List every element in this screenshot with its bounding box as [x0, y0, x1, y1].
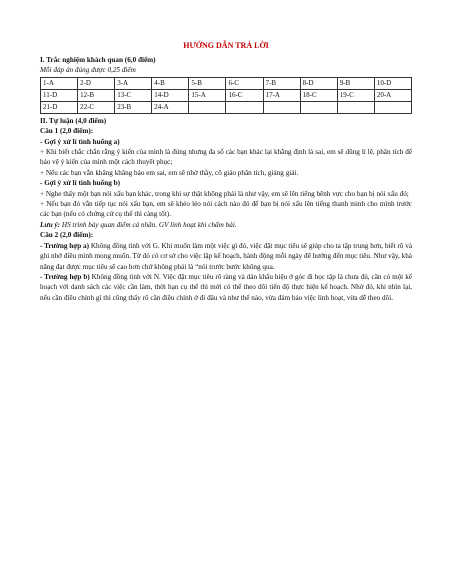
answer-row: [41, 101, 412, 113]
answer-cell: 12-B: [78, 89, 115, 101]
q2-case-a-label: - Trường hợp a): [40, 241, 90, 250]
answer-cell: 15-A: [189, 89, 226, 101]
answer-cell: 22-C: [78, 101, 115, 113]
answer-cell: 1-A: [41, 77, 78, 89]
answer-cell: [263, 101, 300, 113]
q1-note-text: HS trình bày quan điểm cá nhân. GV linh hoạt khi chấm bài.: [60, 220, 237, 229]
answer-cell: 5-B: [189, 77, 226, 89]
q1-heading: Câu 1 (2,0 điểm):: [40, 127, 94, 136]
part2-heading: II. Tự luận (4,0 điểm): [40, 116, 107, 125]
answer-cell: 24-A: [152, 101, 189, 113]
q1-a-point-1: + Khi biết chắc chắn rằng ý kiến của mình là đúng nhưng đa số các bạn khác lại khẳng định là sai, em sẽ dũng lí lẽ, phân tích để bảo vệ ý kiến của mình một cách thuyết phục;: [40, 148, 412, 167]
answer-cell: [300, 101, 337, 113]
answer-cell: 17-A: [263, 89, 300, 101]
q1-b-point-2: + Nếu bạn đó vẫn tiếp tục nói xấu bạn, em sẽ khéo léo nói cách nào đó để bạn bị nói xấu lên tiếng thanh minh cho mình trước các bạn (nếu có chứng cứ cụ thể thì càng tốt).: [40, 200, 412, 219]
q2-case-a: [40, 241, 412, 272]
answer-cell: 14-D: [152, 89, 189, 101]
answer-cell: 13-C: [115, 89, 152, 101]
answer-cell: 2-D: [78, 77, 115, 89]
answer-cell: 10-D: [374, 77, 411, 89]
answer-cell: 6-C: [226, 77, 263, 89]
q1-b-point-1: + Nghe thấy một bạn nói xấu bạn khác, trong khi sự thật không phải là như vậy, em sẽ lên tiếng bênh vực cho bạn bị nói xấu đó;: [40, 189, 409, 198]
answer-cell: 21-D: [41, 101, 78, 113]
answer-row: [41, 89, 412, 101]
answer-cell: 7-B: [263, 77, 300, 89]
answer-cell: 4-B: [152, 77, 189, 89]
answer-row: [41, 77, 412, 89]
document-title: HƯỚNG DẪN TRẢ LỜI: [183, 41, 269, 50]
answer-cell: 18-C: [300, 89, 337, 101]
answer-cell: 3-A: [115, 77, 152, 89]
q2-case-b-label: - Trường hợp b): [40, 272, 90, 281]
answer-key-table: [40, 77, 412, 114]
q1-situation-b-heading: - Gợi ý xử lí tình huống b): [40, 179, 120, 188]
answer-cell: [374, 101, 411, 113]
answer-cell: 19-C: [337, 89, 374, 101]
part1-heading: I. Trắc nghiệm khách quan (6,0 điểm): [40, 56, 156, 64]
q1-note-label: Lưu ý:: [40, 220, 61, 229]
answer-cell: [226, 101, 263, 113]
answer-cell: 11-D: [41, 89, 78, 101]
answer-cell: [189, 101, 226, 113]
answer-cell: 16-C: [226, 89, 263, 101]
q1-note: [40, 220, 412, 230]
answer-cell: 8-D: [300, 77, 337, 89]
part1-scoring-note: Mỗi đáp án đúng được 0,25 điểm: [40, 66, 136, 75]
answer-cell: [337, 101, 374, 113]
q2-case-b: [40, 272, 412, 303]
q2-case-a-text: Không đồng tình với G. Khi muốn làm một việc gì đó, việc đặt mục tiêu sẽ giúp cho ta tập trung hơn, biết rõ và ghi nhớ điều mình mong muốn. Từ đó có cơ sở cho việc lập kế hoạch, hành động mỗi ngày để hướng đến mục tiêu. Như vậy, khả năng đạt được mục tiêu sẽ cao hơn chứ không phải là “nói trước bước không qua.: [40, 241, 413, 271]
answer-cell: 23-B: [115, 101, 152, 113]
q2-case-b-text: Không đồng tình với N. Việc đặt mục tiêu rõ ràng và dán khẩu hiệu ở góc đi học tập là chưa đủ, cần có một kế hoạch với danh sách các việc cần làm, thời hạn cụ thể thì mới có thể theo dõi tiến độ thực hiện kế hoạch. Nhờ đó, khi nhìn lại, nếu cần điều chỉnh gì thì cũng thấy rõ cần điều chỉnh ở đi đâu và như thế nào, vừa đảm bảo việc linh hoạt, vừa dễ theo dõi.: [40, 272, 412, 302]
q2-heading: Câu 2 (2,0 điểm):: [40, 231, 94, 240]
answer-cell: 20-A: [374, 89, 411, 101]
q1-a-point-2: + Nếu các bạn vẫn khăng khăng bảo em sai, em sẽ nhờ thầy, cô giáo phân tích, giảng giải.: [40, 168, 299, 177]
answer-cell: 9-B: [337, 77, 374, 89]
q1-situation-a-heading: - Gợi ý xử lí tình huống a): [40, 137, 120, 146]
